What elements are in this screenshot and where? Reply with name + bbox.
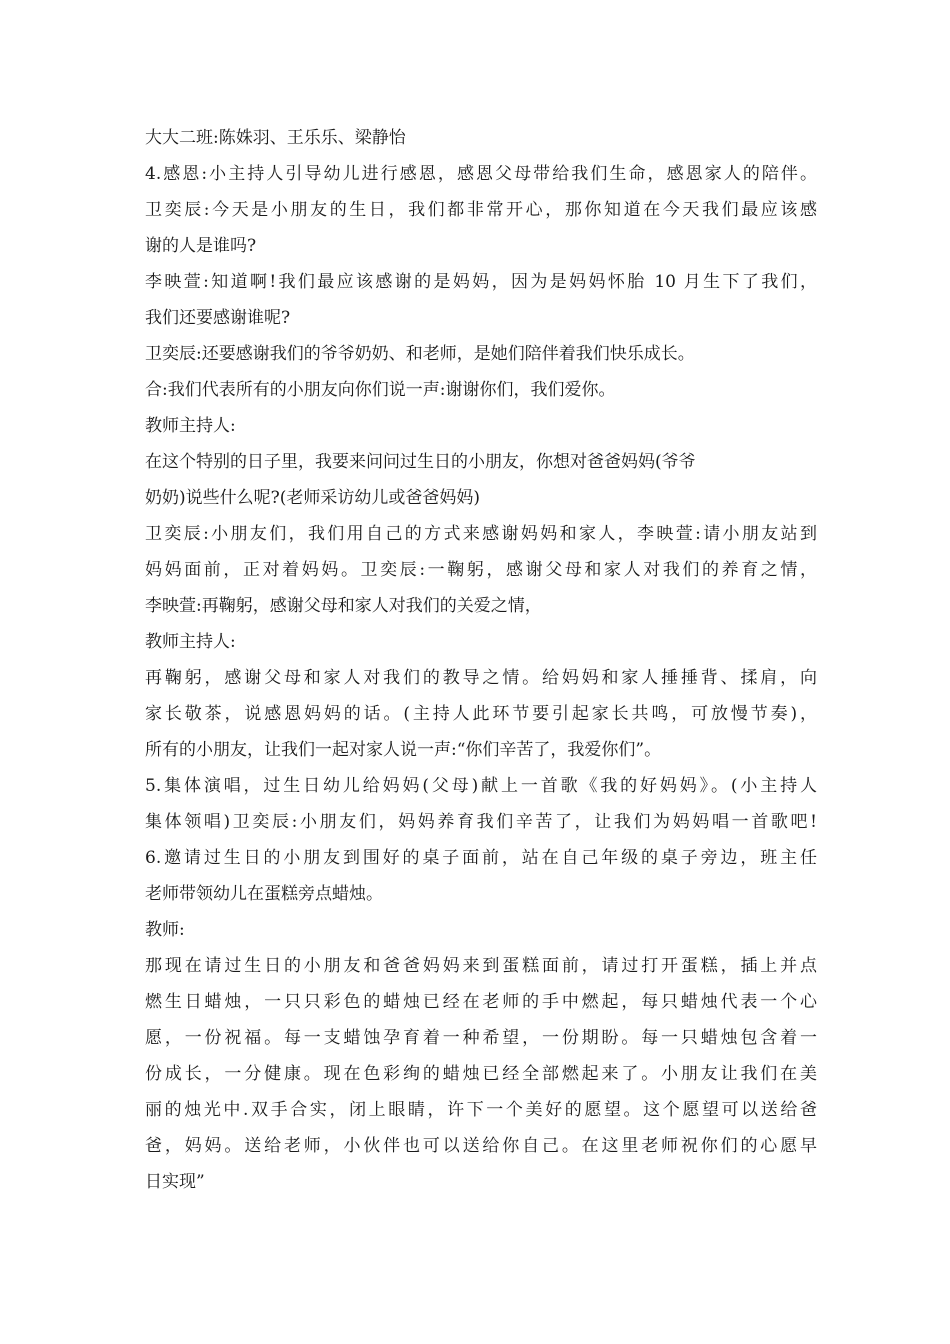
text-line: 5.集体演唱，过生日幼儿给妈妈(父母)献上一首歌《我的好妈妈》。(小主持人 (145, 776, 817, 796)
text-line: 妈妈面前，正对着妈妈。卫奕辰:一鞠躬，感谢父母和家人对我们的养育之情， (145, 560, 817, 580)
document-body (145, 120, 817, 1200)
text-line: 集体领唱)卫奕辰:小朋友们，妈妈养育我们辛苦了，让我们为妈妈唱一首歌吧! (145, 812, 817, 832)
text-line: 教师主持人: (145, 416, 236, 436)
text-line: 大大二班:陈姝羽、王乐乐、梁静怡 (145, 128, 406, 148)
text-line: 燃生日蜡烛，一只只彩色的蜡烛已经在老师的手中燃起，每只蜡烛代表一个心 (145, 992, 817, 1012)
text-line: 合:我们代表所有的小朋友向你们说一声:谢谢你们，我们爱你。 (145, 380, 616, 400)
text-line: 愿，一份祝福。每一支蜡蚀孕育着一种希望，一份期盼。每一只蜡烛包含着一 (145, 1028, 817, 1048)
document-page (145, 120, 817, 1200)
text-line: 卫奕辰:还要感谢我们的爷爷奶奶、和老师，是她们陪伴着我们快乐成长。 (145, 344, 695, 364)
text-line: 卫奕辰:小朋友们，我们用自己的方式来感谢妈妈和家人，李映萱:请小朋友站到 (145, 524, 817, 544)
text-line: 爸，妈妈。送给老师，小伙伴也可以送给你自己。在这里老师祝你们的心愿早 (145, 1136, 817, 1156)
text-line: 在这个特别的日子里，我要来问问过生日的小朋友，你想对爸爸妈妈(爷爷 (145, 452, 696, 472)
text-line: 奶奶)说些什么呢?(老师采访幼儿或爸爸妈妈) (145, 488, 481, 508)
text-line: 老师带领幼儿在蛋糕旁点蜡烛。 (145, 884, 383, 904)
text-line: 丽的烛光中.双手合实，闭上眼睛，许下一个美好的愿望。这个愿望可以送给爸 (145, 1100, 817, 1120)
text-line: 那现在请过生日的小朋友和爸爸妈妈来到蛋糕面前，请过打开蛋糕，插上并点 (145, 956, 817, 976)
text-line: 教师: (145, 920, 185, 940)
text-line: 日实现” (145, 1172, 205, 1192)
text-line: 卫奕辰:今天是小朋友的生日，我们都非常开心，那你知道在今天我们最应该感 (145, 200, 817, 220)
text-line: 份成长，一分健康。现在色彩绚的蜡烛已经全部燃起来了。小朋友让我们在美 (145, 1064, 817, 1084)
text-line: 教师主持人: (145, 632, 236, 652)
text-line: 家长敬茶，说感恩妈妈的话。(主持人此环节要引起家长共鸣，可放慢节奏)， (145, 704, 817, 724)
text-line: 6.邀请过生日的小朋友到围好的桌子面前，站在自己年级的桌子旁边，班主任 (145, 848, 817, 868)
text-line: 所有的小朋友，让我们一起对家人说一声:“你们辛苦了，我爱你们”。 (145, 740, 662, 760)
text-line: 再鞠躬，感谢父母和家人对我们的教导之情。给妈妈和家人捶捶背、揉肩，向 (145, 668, 817, 688)
text-line: 4.感恩:小主持人引导幼儿进行感恩，感恩父母带给我们生命，感恩家人的陪伴。 (145, 164, 817, 184)
text-line: 李映萱:知道啊!我们最应该感谢的是妈妈，因为是妈妈怀胎 10 月生下了我们， (145, 272, 817, 292)
text-line: 李映萱:再鞠躬，感谢父母和家人对我们的关爱之情， (145, 596, 542, 616)
text-line: 我们还要感谢谁呢? (145, 308, 291, 328)
text-line: 谢的人是谁吗? (145, 236, 257, 256)
